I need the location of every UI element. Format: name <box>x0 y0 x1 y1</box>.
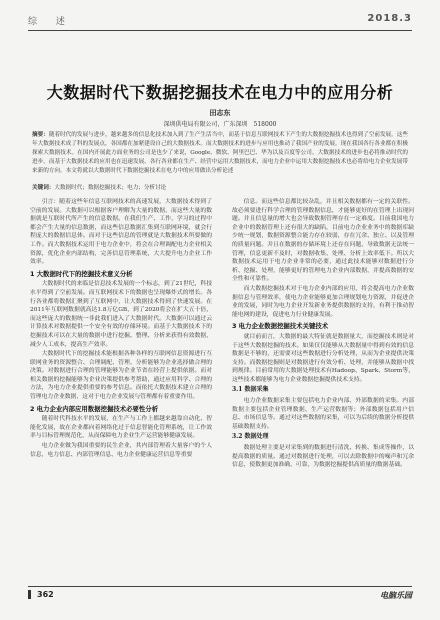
body-paragraph: 信息。而这些信息都比较杂乱，并且相关数据都有一定的关联性。故必须要进行科学合理的管理数据信息，才能够更好的在管理上出现问题。并且信息量的增大也会导致数据管理存在一定难度。目前我国电力企业中的数据管理上还有很大的缺陷，目前电力企业业务中的数据库缺少统一规划，数据资源整合能力存在较弱，存在冗余、独立、以及管理的质量问题。并且在数据的存储环境上还存在问题，导致数据无法统一管理，信息更新不及时，对数据收集、处理、分析上效率低下。所以大数据技术运用于电力企业非常的必要，通过此技术能够对数据进行分析、挖掘、处理，能够更好的管理电力企业内部数据，并提高数据的安全性和可靠性。 <box>232 199 414 283</box>
issue-label: 2018.3 <box>367 13 412 24</box>
keywords-label: 关键词： <box>32 185 55 191</box>
author-affiliation: 深圳供电局有限公司，广东深圳 518000 <box>163 121 277 128</box>
section-3-2-heading: 3.2 数据处理 <box>232 433 269 441</box>
section-3-1-paragraph: 电力企业数据采集主要包括电力企业内部、外部数据的采集。内部数据主要包括企业管理数据、生产运营数据等；外部数据包括用户信息、市场信息等。通过对这些数据的采集，可以为后续的数据分析提供基础数据支持。 <box>232 398 414 430</box>
abstract <box>32 131 408 176</box>
section-2-paragraph: 随着时代科技水平的发展，在生产与工作上都越来越靠自动化、智能化发展，故在企业都向着网络化过于信息智能化管理系统，让工作效率与目标管理规范化，从而保障电力企业生产运营能够健康发展。 <box>30 416 212 440</box>
section-1-heading: 1 大数据时代下的挖掘技术意义分析 <box>30 269 133 278</box>
section-1-paragraph: 大数据时代下的挖掘技术能根据各种各样的互联网信息资源进行互联网业务的资源整合、合理调配、管理、分析能够为企业选择做合理的决策。对数据进行合理的管理能够为企业节省在经营上提供依据。而对相关数据的挖掘能够为企业决策提供参考帮助，通过应用科学、合理的方法，为电力企业提供重要的参考信息。而依托大数据技术建立合理的管理电力企业数据，这对于电力企业发展与管理都有着重要作用。 <box>30 351 212 401</box>
abstract-label: 摘要： <box>32 132 49 138</box>
paper-title: 大数据时代下数据挖掘技术在电力中的应用分析 <box>46 83 394 102</box>
abstract-text: 随着时代的发展与进步，越来越多的信息化技术加入到了生产生活当中，而基于信息互联网技术下产生的大数据挖掘技术也得到了空前发展。这些年大数据技术成了科的发展点，各国都在加紧建设自己的大数据技术。而大数据技术的进步与应用也推动了我国产业的发展。现在我国各行各业都在积极探索大数据技术。在国内开展此方面业务的公司是也少了来说，Google、微软、阿里巴巴、华为以及百度等公司。大数据技术的进步也必将推动时代的进步。而基于大数据技术的应用也在迅速发展。各行各业都在生产、经营中运用大数据技术，而电力企业中运用大数据挖掘技术也必将给电力企业发展带来新的方向。本文将就以大数据时代下数据挖掘技术在电力中的应用做出分析论述 <box>32 132 408 174</box>
author-name: 田志东 <box>209 108 231 117</box>
section-2-paragraph: 电力企业做为我国重要的民生企业，其内部管理着大量客户的个人信息，电力信息、内部管理信息、电力企业健康运营信息等重要 <box>30 443 212 458</box>
footer-rule <box>28 586 412 587</box>
right-column <box>232 198 414 471</box>
running-header <box>28 14 412 28</box>
left-column <box>30 198 212 460</box>
section-3-2-paragraph: 数据处理主要是对采集到的数据进行清洗、转换、集成等操作，以提高数据的质量。通过对数据进行处理，可以去除数据中的噪声和冗余信息，使数据更加准确、可靠，为数据挖掘提供高质量的数据基础。 <box>232 445 414 469</box>
journal-brand: 电脑乐园 <box>380 591 412 600</box>
intro-paragraph: 引言：随着这些年信息互联网技术的高速发展，大数据技术得到了空前的发展。大数据可以根据客户理解为大量的数据，而这些大量的数据就是互联时代所产生的信息数据。在我们生产、工作、学习的过程中都会产生大量的信息数据，而这些信息数据汇集到互联网环境，就会行程庞大的数据信息体。而对于这些信息的管理就是大数据技术所要做的工作。而大数据技术运用于电力企业中，将会在合理调配电力企业相关资源，优化企业内部结构，完善信息管理系统，大大提升电力企业工作效率。 <box>30 199 212 266</box>
page-number: 362 <box>28 590 54 599</box>
body-paragraph: 而大数据挖掘技术对于电力企业内部的应用，将会提高电力企业数据信息与管理效率，使电力企业能够更加合理规划电力资源，并促进企业的发展，同时为电力企业开发新业务提供数据的支持，有利于推动智能电网的建设，促进电力行业健康发展。 <box>232 285 414 318</box>
page-footer <box>28 590 412 604</box>
header-rule <box>28 30 412 31</box>
section-1-paragraph: 大数据时代的来临是信息技术发展的一个标志，到了21世纪，科技水平得到了空前发展。而互联网技术下的数据也呈现爆炸式的增长。各行各业都将数据汇聚到了互联网中，让大数据技术得到了快速发展。在2011年互联网数据就高达1.8万亿GB，到了2020将会在扩大五十倍，而这些庞大的数据统一非此我们进入了大数据时代。大数据可以通过云计算技术对数据提供一个安全有效的存储环境。而基于大数据技术下的挖掘技术可以在大量的数据中进行挖掘、整理、分析来获得有效数据，减少人工成本，提高生产效率。 <box>30 281 212 348</box>
section-3-1-heading: 3.1 数据采集 <box>232 386 269 394</box>
section-3-paragraph: 就目前而言，大数据的最大特征就是数据量大，而挖掘技术则是对于这些大数据挖掘的技术。如果仅仅能够从大数据量中得到有效的信息数据是不够的，还需要对这些数据进行分析处理，从而为企业提供决策支持。而数据挖掘则是对数据进行有效分析、处理，并能够从数据中找到规律。目前常用的大数据处理技术有Hadoop、Spark、Storm等，这些技术都能够为电力企业数据挖掘提供技术支持。 <box>232 333 414 383</box>
section-3-heading: 3 电力企业数据挖掘技术关键技术 <box>232 322 329 331</box>
section-2-heading: 2 电力企业内部应用数据挖掘技术必要性分析 <box>30 404 159 413</box>
section-label: 综 述 <box>28 17 73 27</box>
keywords <box>32 183 408 191</box>
keywords-text: 大数据时代；数据挖掘技术；电力；分析讨论 <box>54 185 167 191</box>
